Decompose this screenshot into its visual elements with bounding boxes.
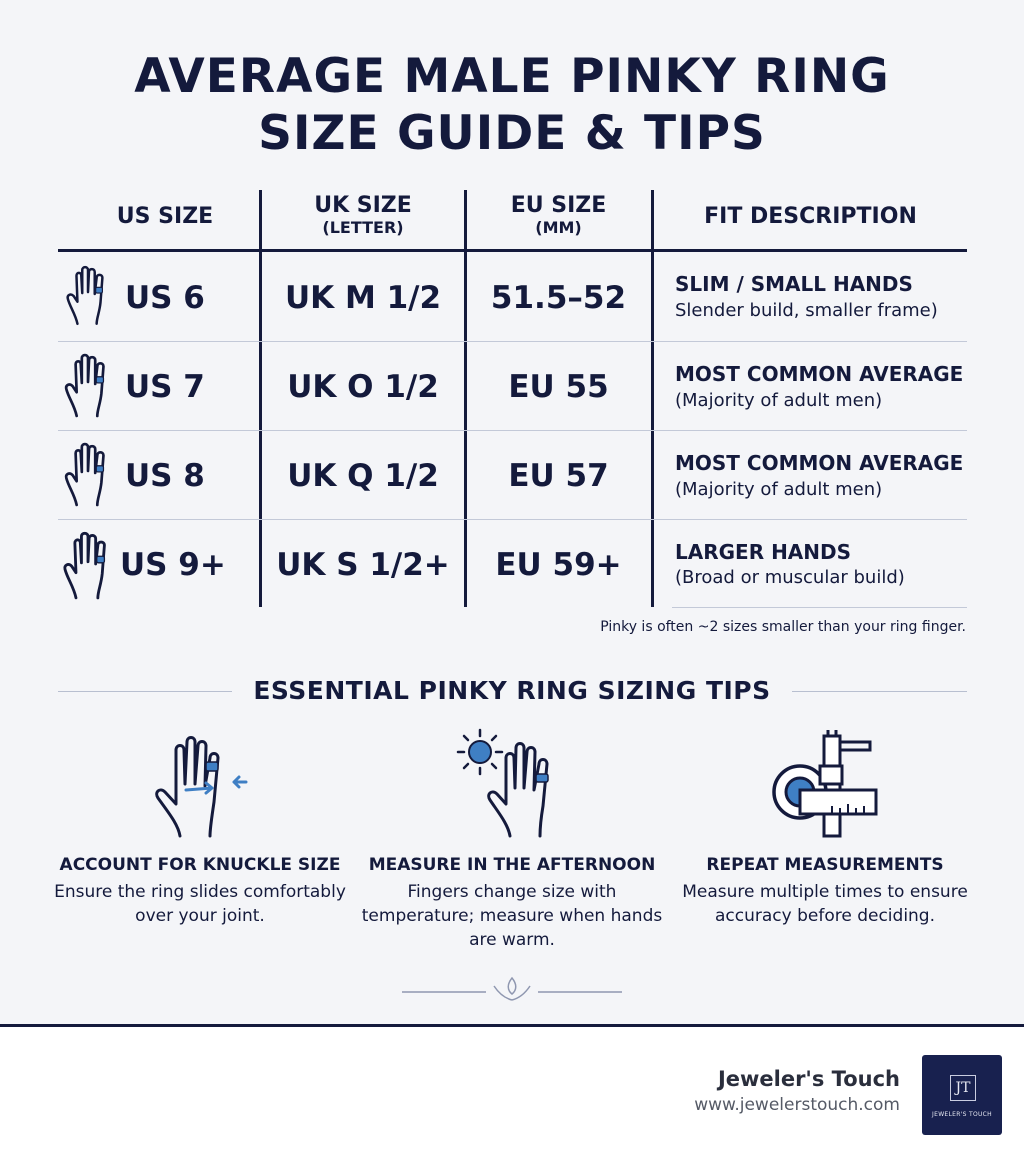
col-header-eu: EU SIZE (MM) <box>510 193 607 237</box>
hand-with-ring-icon <box>62 352 114 418</box>
page-title <box>0 48 1024 162</box>
col-header-uk: UK SIZE (LETTER) <box>314 193 412 237</box>
hand-with-ring-icon <box>62 441 114 507</box>
table-divider <box>259 190 262 607</box>
hand-knuckle-arrows-icon <box>150 732 250 840</box>
title-line-1: AVERAGE MALE PINKY RING <box>134 49 890 104</box>
eu-size-cell: EU 59+ <box>495 547 622 583</box>
uk-size-cell: UK S 1/2+ <box>276 547 450 583</box>
tip-title: REPEAT MEASUREMENTS <box>706 855 944 875</box>
fit-title: MOST COMMON AVERAGE <box>675 362 964 386</box>
brand-name: Jeweler's Touch <box>717 1067 900 1091</box>
hand-with-ring-icon <box>60 530 116 600</box>
brand-logo <box>922 1055 1002 1135</box>
us-size-cell: US 7 <box>125 369 205 405</box>
row-rule <box>58 430 967 431</box>
us-size-cell: US 6 <box>125 280 205 316</box>
title-line-2: SIZE GUIDE & TIPS <box>258 106 766 161</box>
tape-measure-caliper-icon <box>770 730 882 838</box>
tip-body: Ensure the ring slides comfortably over your joint. <box>54 882 346 926</box>
tip-title: MEASURE IN THE AFTERNOON <box>368 855 656 875</box>
hand-with-ring-icon <box>64 264 112 326</box>
table-divider <box>651 190 654 607</box>
fit-title: SLIM / SMALL HANDS <box>675 272 913 296</box>
logo-monogram-icon: JT <box>950 1075 976 1101</box>
header-rule <box>58 249 967 252</box>
eu-size-cell: 51.5–52 <box>490 280 627 316</box>
col-header-fit: FIT DESCRIPTION <box>704 204 917 229</box>
us-size-cell: US 9+ <box>120 547 226 583</box>
row-rule <box>58 519 967 520</box>
tip-body: Measure multiple times to ensure accuracy before deciding. <box>682 882 968 926</box>
table-footnote: Pinky is often ~2 sizes smaller than your ring finger. <box>600 619 966 635</box>
ornament-divider <box>402 976 622 1006</box>
fit-subtitle: (Broad or muscular build) <box>675 567 905 588</box>
fit-subtitle: (Majority of adult men) <box>675 390 883 411</box>
row-rule <box>672 607 967 608</box>
uk-size-cell: UK M 1/2 <box>284 280 442 316</box>
eu-size-cell: EU 57 <box>508 458 609 494</box>
col-header-us: US SIZE <box>116 204 214 229</box>
tips-heading: ESSENTIAL PINKY RING SIZING TIPS <box>253 676 771 705</box>
fit-subtitle: Slender build, smaller frame) <box>675 300 938 321</box>
footer <box>0 1024 1024 1157</box>
row-rule <box>58 341 967 342</box>
fit-title: MOST COMMON AVERAGE <box>675 451 964 475</box>
uk-size-cell: UK Q 1/2 <box>287 458 439 494</box>
sun-hand-icon <box>452 726 572 840</box>
tip-body: Fingers change size with temperature; measure when hands are warm. <box>361 882 663 950</box>
uk-size-cell: UK O 1/2 <box>287 369 439 405</box>
tip-title: ACCOUNT FOR KNUCKLE SIZE <box>59 855 341 875</box>
fit-title: LARGER HANDS <box>675 540 852 564</box>
fit-subtitle: (Majority of adult men) <box>675 479 883 500</box>
logo-text: JEWELER'S TOUCH <box>932 1111 992 1118</box>
eu-size-cell: EU 55 <box>508 369 609 405</box>
us-size-cell: US 8 <box>125 458 205 494</box>
brand-url[interactable]: www.jewelerstouch.com <box>694 1095 900 1115</box>
